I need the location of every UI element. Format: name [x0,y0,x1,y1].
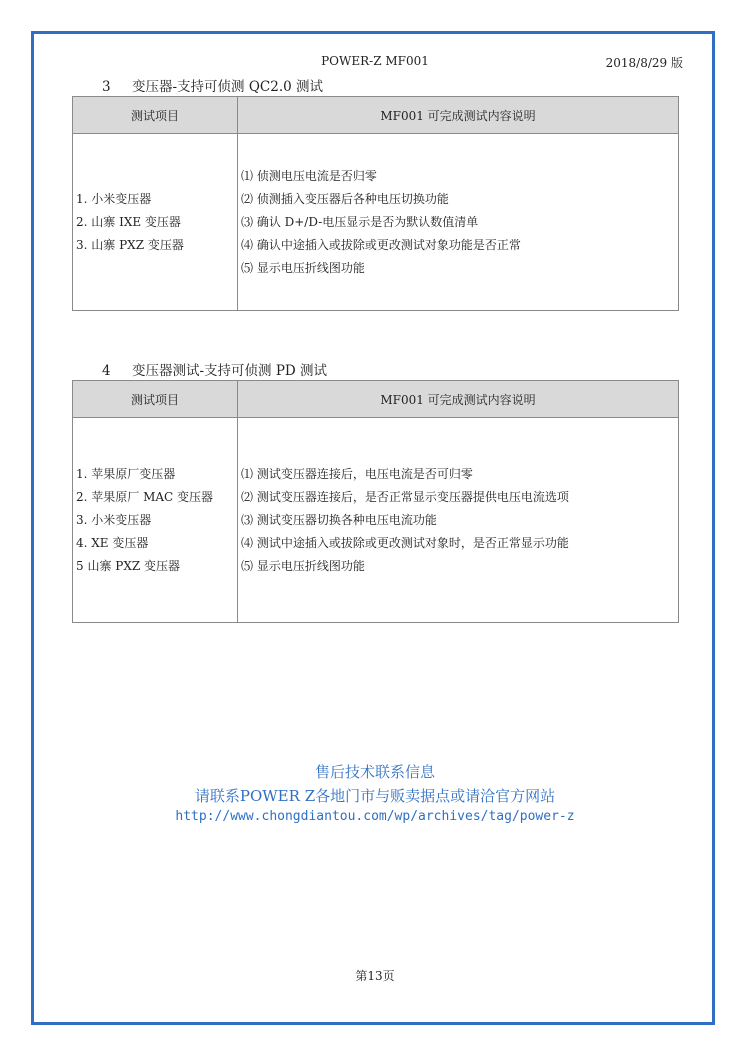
list-item: 2. 山寨 IXE 变压器 [76,214,181,229]
table-row [73,134,679,311]
list-item: 1. 小米变压器 [76,191,152,206]
website-link[interactable]: http://www.chongdiantou.com/wp/archives/tag/power-z [175,809,575,824]
test-items-cell [73,134,238,311]
section-number: 3 [102,79,111,95]
list-item: 3. 山寨 PXZ 变压器 [76,237,184,252]
test-items-cell [73,418,238,623]
col-header-test-items: 测试项目 [73,97,238,134]
doc-version: 2018/8/29 版 [605,56,683,70]
table-row [73,418,679,623]
contact-heading: 售后技术联系信息 [314,763,435,781]
page-number: 第13页 [355,969,395,983]
list-item: 4. XE 变压器 [76,535,149,550]
col-header-test-content: MF001 可完成测试内容说明 [238,381,679,418]
section-3-title [102,75,323,95]
list-item: ⑵ 侦测插入变压器后各种电压切换功能 [241,191,449,206]
list-item: ⑸ 显示电压折线图功能 [241,558,365,573]
list-item: ⑵ 测试变压器连接后，是否正常显示变压器提供电压电流选项 [241,489,569,504]
section-4-table [72,380,679,623]
table-header-row [73,381,679,418]
list-item: ⑷ 测试中途插入或拔除或更改测试对象时，是否正常显示功能 [241,535,569,550]
section-3-table [72,96,679,311]
list-item: 3. 小米变压器 [76,512,152,527]
contact-line: 请联系POWER Z各地门市与贩卖据点或请洽官方网站 [194,787,556,805]
list-item: ⑴ 测试变压器连接后，电压电流是否可归零 [241,466,473,481]
test-content-cell [238,418,679,623]
section-heading: 变压器测试-支持可侦测 PD 测试 [132,363,328,379]
list-item: ⑴ 侦测电压电流是否归零 [241,168,377,183]
col-header-test-content: MF001 可完成测试内容说明 [238,97,679,134]
doc-title: POWER-Z MF001 [321,54,429,68]
list-item: 5 山寨 PXZ 变压器 [76,558,181,573]
list-item: ⑶ 测试变压器切换各种电压电流功能 [241,512,437,527]
section-4-title [102,359,327,379]
list-item: 2. 苹果原厂 MAC 变压器 [76,489,214,504]
test-content-cell [238,134,679,311]
list-item: 1. 苹果原厂变压器 [76,466,176,481]
list-item: ⑸ 显示电压折线图功能 [241,260,365,275]
list-item: ⑷ 确认中途插入或拔除或更改测试对象功能是否正常 [241,237,521,252]
section-number: 4 [102,363,111,379]
section-heading: 变压器-支持可侦测 QC2.0 测试 [132,79,324,95]
list-item: ⑶ 确认 D+/D-电压显示是否为默认数值清单 [241,214,479,229]
table-header-row [73,97,679,134]
col-header-test-items: 测试项目 [73,381,238,418]
